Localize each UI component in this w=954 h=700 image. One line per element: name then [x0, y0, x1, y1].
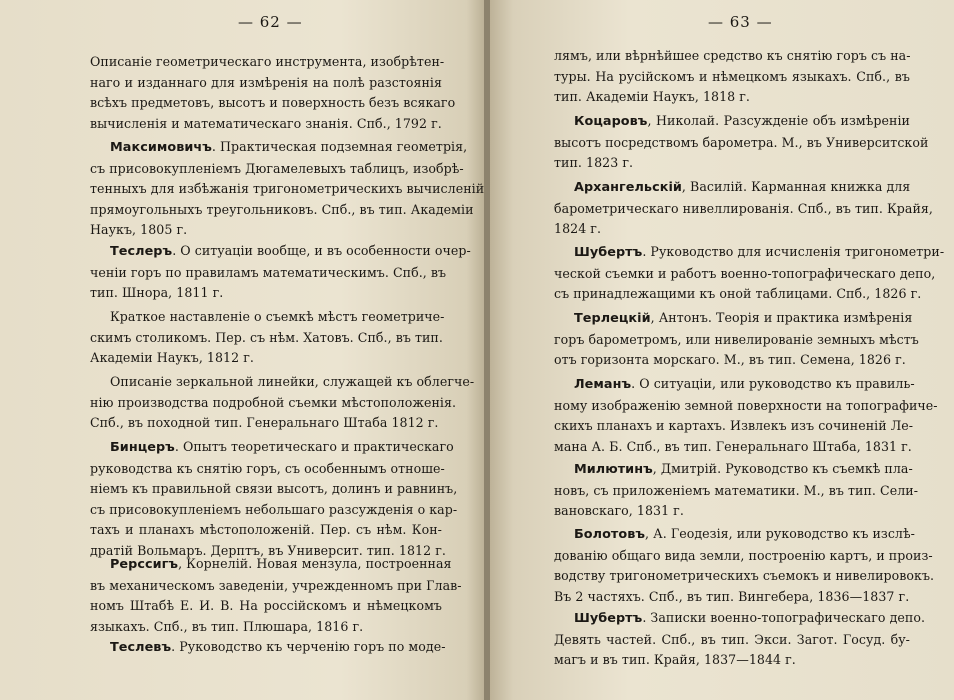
entry-text: ческой съемки и работъ военно-топографическаго депо, — [554, 265, 936, 281]
entry-line — [90, 179, 485, 200]
entry-author: Теслевъ — [110, 640, 172, 655]
entry-line — [554, 133, 929, 154]
entry-author: Максимовичъ — [110, 140, 212, 155]
entry-line — [554, 111, 910, 133]
entry-text: тип. Академіи Наукъ, 1818 г. — [554, 89, 750, 105]
entry-line — [554, 630, 910, 651]
entry-line — [554, 264, 936, 285]
entry-line — [90, 307, 445, 328]
entry-author: Болотовъ — [574, 527, 646, 542]
bibliography-entry — [554, 46, 910, 108]
entry-line — [554, 650, 910, 671]
entry-text: дратій Вольмаръ. Дерптъ, въ Университ. тип. 1812 г. — [90, 542, 446, 558]
entry-line — [554, 396, 938, 417]
entry-text: Описаніе геометрическаго инструмента, изобрѣтен- — [90, 54, 445, 69]
entry-text: , А. Геодезія, или руководство къ изслѣ- — [645, 526, 915, 541]
entry-text: . Практическая подземная геометрія, — [211, 139, 468, 154]
entry-text: вычисленія и математическаго знанія. Спб., 1792 г. — [90, 115, 442, 131]
bibliography-entry — [554, 308, 919, 371]
entry-text: всѣхъ предметовъ, высотъ и поверхность безъ всякаго — [90, 95, 456, 111]
entry-text: . Записки военно-топографическаго депо. — [642, 610, 926, 625]
entry-line — [90, 479, 458, 500]
entry-line — [554, 199, 933, 220]
entry-text: Краткое наставленіе о съемкѣ мѣстъ геометриче- — [110, 309, 445, 324]
entry-author: Милютинъ — [574, 462, 653, 477]
entry-line — [90, 520, 442, 541]
bibliography-entry — [554, 177, 933, 240]
entry-text: мана А. Б. Спб., въ тип. Генеральнаго Штаба, 1831 г. — [554, 438, 912, 454]
entry-author: Шубертъ — [574, 611, 643, 626]
entry-author: Теслеръ — [110, 244, 173, 259]
entry-text: нію производства подробной съемки мѣстоположенія. — [90, 394, 457, 410]
entry-line — [554, 87, 910, 108]
bibliography-entry — [554, 459, 919, 522]
entry-line — [90, 263, 447, 284]
entry-author: Терлецкій — [574, 311, 651, 326]
entry-line — [554, 67, 910, 88]
entry-line — [554, 437, 910, 458]
bibliography-entry — [554, 242, 945, 305]
entry-line — [90, 114, 442, 135]
entry-text: Спб., въ походной тип. Генеральнаго Штаба 1812 г. — [90, 415, 439, 431]
entry-text: магъ и въ тип. Крайя, 1837—1844 г. — [554, 652, 796, 668]
bibliography-entry — [90, 372, 475, 434]
entry-text: Академіи Наукъ, 1812 г. — [90, 350, 254, 366]
entry-text: . О ситуаціи, или руководство къ правиль- — [631, 376, 915, 391]
entry-text: ному изображенію земной поверхности на топографиче- — [554, 397, 938, 413]
entry-text: скимъ столикомъ. Пер. съ нѣм. Хатовъ. Спб., въ тип. — [90, 329, 443, 345]
entry-text: высотъ посредствомъ барометра. М., въ Университской — [554, 134, 929, 150]
entry-text: тенныхъ для избѣжанія тригонометрическихъ вычисленій — [90, 181, 485, 197]
entry-author: Бинцеръ — [110, 440, 175, 455]
page-number-right: — 63 — — [708, 13, 773, 31]
entry-text: туры. На русійскомъ и нѣмецкомъ языкахъ. Спб., въ — [554, 68, 910, 84]
entry-text: , Василій. Карманная книжка для — [681, 179, 911, 194]
entry-author: Шубертъ — [574, 245, 643, 260]
bibliography-entry — [90, 554, 462, 637]
entry-text: . О ситуаціи вообще, и въ особенности очер- — [172, 243, 471, 258]
entry-line — [90, 220, 442, 241]
entry-text: Въ 2 частяхъ. Спб., въ тип. Вингебера, 1836—1837 г. — [554, 588, 910, 604]
entry-text: тип. Шнора, 1811 г. — [90, 285, 224, 301]
entry-line — [90, 73, 442, 94]
entry-line — [90, 500, 458, 521]
bibliography-entry — [90, 241, 471, 304]
entry-line — [90, 413, 442, 434]
entry-text: съ присовокупленіемъ небольшаго разсужденія о кар- — [90, 501, 458, 517]
entry-text: барометрическаго нивеллированія. Спб., въ тип. Крайя, — [554, 200, 933, 216]
entry-line — [90, 393, 457, 414]
bibliography-entry — [554, 524, 935, 607]
entry-line — [554, 284, 922, 305]
entry-line — [90, 241, 471, 263]
entry-author: Коцаровъ — [574, 114, 648, 129]
entry-line — [554, 501, 910, 522]
entry-text: наго и изданнаго для измѣренія на полѣ разстоянія — [90, 74, 442, 90]
entry-line — [90, 459, 445, 480]
entry-text: , Корнелій. Новая мензула, построенная — [178, 556, 452, 571]
page-number-left: — 62 — — [238, 13, 303, 31]
entry-text: . Опытъ теоретическаго и практическаго — [174, 439, 454, 454]
entry-text: , Антонъ. Теорія и практика измѣренія — [650, 310, 913, 325]
bibliography-entry — [90, 52, 456, 134]
entry-line — [554, 350, 910, 371]
entry-line — [554, 374, 915, 396]
entry-line — [554, 524, 915, 546]
bibliography-entry — [90, 137, 485, 241]
bibliography-entry — [554, 374, 938, 457]
entry-line — [554, 566, 935, 587]
entry-line — [90, 437, 454, 459]
entry-line — [554, 308, 913, 330]
entry-text: ченіи горъ по правиламъ математическимъ. Спб., въ — [90, 264, 447, 280]
entry-text: тахъ и планахъ мѣстоположеній. Пер. съ нѣм. Кон- — [90, 522, 442, 538]
entry-line — [554, 459, 913, 481]
entry-author: Архангельскій — [574, 180, 682, 195]
entry-text: прямоугольныхъ треугольниковъ. Спб., въ тип. Академіи — [90, 201, 474, 217]
entry-line — [90, 554, 452, 576]
entry-line — [554, 481, 919, 502]
entry-text: . Руководство къ черченію горъ по моде- — [171, 639, 446, 654]
entry-text: . Руководство для исчисленія тригонометри- — [642, 244, 945, 259]
entry-line — [554, 587, 910, 608]
entry-line — [90, 137, 468, 159]
entry-line — [554, 330, 919, 351]
entry-line — [90, 372, 475, 393]
entry-line — [554, 219, 910, 240]
entry-line — [90, 348, 442, 369]
right-page — [490, 0, 954, 700]
bibliography-entry — [554, 608, 926, 671]
entry-text: вановскаго, 1831 г. — [554, 503, 684, 519]
entry-text: 1824 г. — [554, 221, 602, 237]
entry-text: скихъ планахъ и картахъ. Извлекъ изъ сочиненій Ле- — [554, 418, 914, 434]
entry-text: Описаніе зеркальной линейки, служащей къ облегче- — [110, 374, 475, 389]
entry-line — [90, 637, 446, 659]
entry-text: дованію общаго вида земли, построенію картъ, и произ- — [554, 547, 933, 563]
entry-text: , Николай. Разсужденіе объ измѣреніи — [647, 113, 910, 128]
entry-text: Наукъ, 1805 г. — [90, 222, 188, 238]
entry-text: номъ Штабѣ Е. И. В. На россійскомъ и нѣмецкомъ — [90, 598, 442, 614]
bibliography-entry — [90, 437, 458, 562]
entry-line — [90, 200, 474, 221]
entry-line — [90, 596, 442, 617]
entry-line — [554, 153, 910, 174]
bibliography-entry — [90, 307, 445, 369]
entry-line — [90, 328, 442, 349]
entry-text: тип. 1823 г. — [554, 155, 634, 171]
entry-line — [554, 546, 933, 567]
entry-text: водству тригонометрическихъ съемокъ и нивелировокъ. — [554, 568, 935, 584]
entry-author: Рерссигъ — [110, 557, 179, 572]
entry-author: Леманъ — [574, 377, 632, 392]
entry-line — [554, 608, 926, 630]
entry-line — [554, 416, 914, 437]
entry-line — [90, 52, 445, 73]
entry-text: руководства къ снятію горъ, съ особеннымъ отноше- — [90, 460, 445, 476]
entry-line — [554, 46, 910, 67]
entry-text: , Дмитрій. Руководство къ съемкѣ пла- — [652, 461, 913, 476]
entry-line — [90, 617, 442, 638]
bibliography-entry — [554, 111, 929, 174]
entry-line — [554, 242, 945, 264]
entry-text: съ присовокупленіемъ Дюгамелевыхъ таблицъ, изобрѣ- — [90, 160, 464, 176]
entry-text: Девять частей. Спб., въ тип. Экси. Загот. Госуд. бу- — [554, 631, 910, 647]
entry-line — [554, 177, 910, 199]
entry-text: въ механическомъ заведеніи, учрежденномъ при Глав- — [90, 577, 462, 593]
entry-line — [90, 283, 442, 304]
entry-text: новъ, съ приложеніемъ математики. М., въ тип. Сели- — [554, 482, 919, 498]
bibliography-entry — [90, 637, 446, 659]
entry-text: съ принадлежащими къ оной таблицами. Спб., 1826 г. — [554, 286, 922, 302]
entry-line — [90, 93, 456, 114]
entry-text: языкахъ. Спб., въ тип. Плюшара, 1816 г. — [90, 618, 364, 634]
entry-text: ніемъ къ правильной связи высотъ, долинъ и равнинъ, — [90, 481, 458, 497]
entry-text: лямъ, или вѣрнѣйшее средство къ снятію горъ съ на- — [554, 48, 911, 63]
entry-text: отъ горизонта морскаго. М., въ тип. Семена, 1826 г. — [554, 352, 906, 368]
entry-line — [90, 576, 462, 597]
entry-text: горъ барометромъ, или нивелированіе земныхъ мѣстъ — [554, 331, 919, 347]
entry-line — [90, 159, 464, 180]
